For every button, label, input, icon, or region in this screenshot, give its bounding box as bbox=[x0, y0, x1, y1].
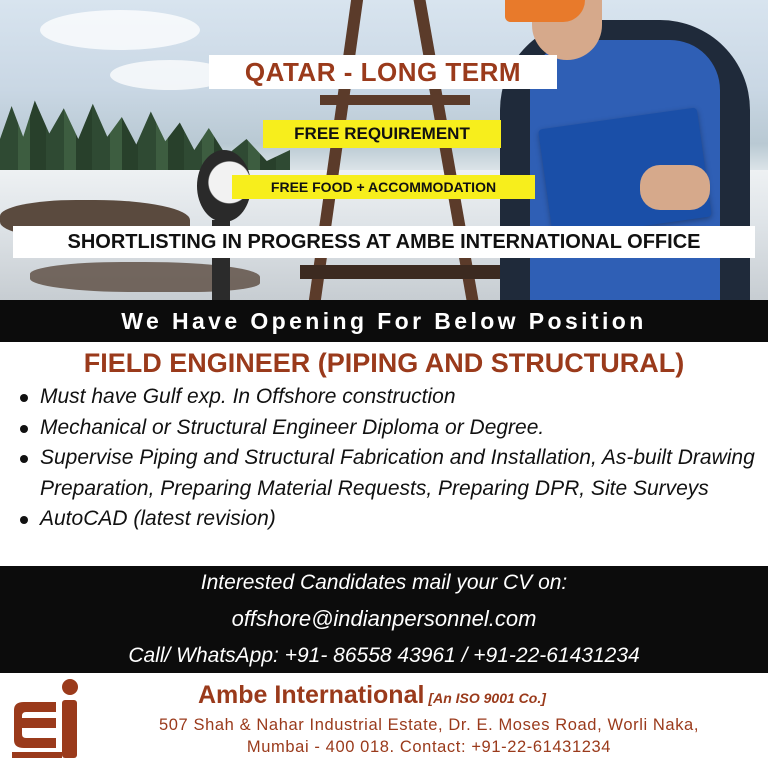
bullet-icon bbox=[20, 455, 28, 463]
company-heading bbox=[198, 681, 546, 710]
contact-intro: Interested Candidates mail your CV on: bbox=[200, 571, 568, 594]
opening-bar bbox=[0, 300, 768, 342]
requirement-text: AutoCAD (latest revision) bbox=[40, 507, 276, 530]
requirement-item bbox=[18, 382, 758, 413]
address-line-2: Mumbai - 400 018. Contact: +91-22-61431234 bbox=[246, 738, 612, 756]
rig-frame bbox=[300, 265, 500, 279]
bullet-icon bbox=[20, 394, 28, 402]
contact-phone[interactable]: Call/ WhatsApp: +91- 86558 43961 / +91-22-61431234 bbox=[128, 644, 640, 667]
requirement-item bbox=[18, 504, 758, 535]
worker-hand bbox=[640, 165, 710, 210]
hard-hat bbox=[505, 0, 585, 22]
company-name: Ambe International bbox=[198, 681, 425, 709]
headline-qatar: QATAR - LONG TERM bbox=[209, 55, 557, 89]
tag-free-food-accommodation: FREE FOOD + ACCOMMODATION bbox=[232, 175, 535, 199]
opening-bar-text: We Have Opening For Below Position bbox=[121, 308, 647, 334]
bullet-icon bbox=[20, 516, 28, 524]
requirement-item bbox=[18, 413, 758, 444]
requirements-list bbox=[18, 382, 758, 535]
bullet-icon bbox=[20, 425, 28, 433]
requirement-item bbox=[18, 443, 758, 504]
shortlisting-banner: SHORTLISTING IN PROGRESS AT AMBE INTERNATIONAL OFFICE bbox=[13, 226, 755, 258]
iso-note: [An ISO 9001 Co.] bbox=[428, 690, 546, 706]
address-line-1: 507 Shah & Nahar Industrial Estate, Dr. E. Moses Road, Worli Naka, bbox=[158, 716, 700, 734]
requirement-text: Supervise Piping and Structural Fabrication and Installation, As-built Drawing Preparation, Preparing Material Requests, Preparing DPR, Site Surveys bbox=[40, 446, 755, 500]
position-title: FIELD ENGINEER (PIPING AND STRUCTURAL) bbox=[83, 348, 685, 378]
contact-panel bbox=[0, 566, 768, 673]
requirement-text: Must have Gulf exp. In Offshore construction bbox=[40, 385, 456, 408]
tag-free-requirement: FREE REQUIREMENT bbox=[263, 120, 501, 148]
contact-email[interactable]: offshore@indianpersonnel.com bbox=[231, 606, 537, 631]
ambe-international-logo-icon bbox=[10, 678, 82, 762]
cloud bbox=[40, 10, 200, 50]
requirement-text: Mechanical or Structural Engineer Diploma or Degree. bbox=[40, 415, 545, 439]
rig-frame bbox=[320, 95, 470, 105]
